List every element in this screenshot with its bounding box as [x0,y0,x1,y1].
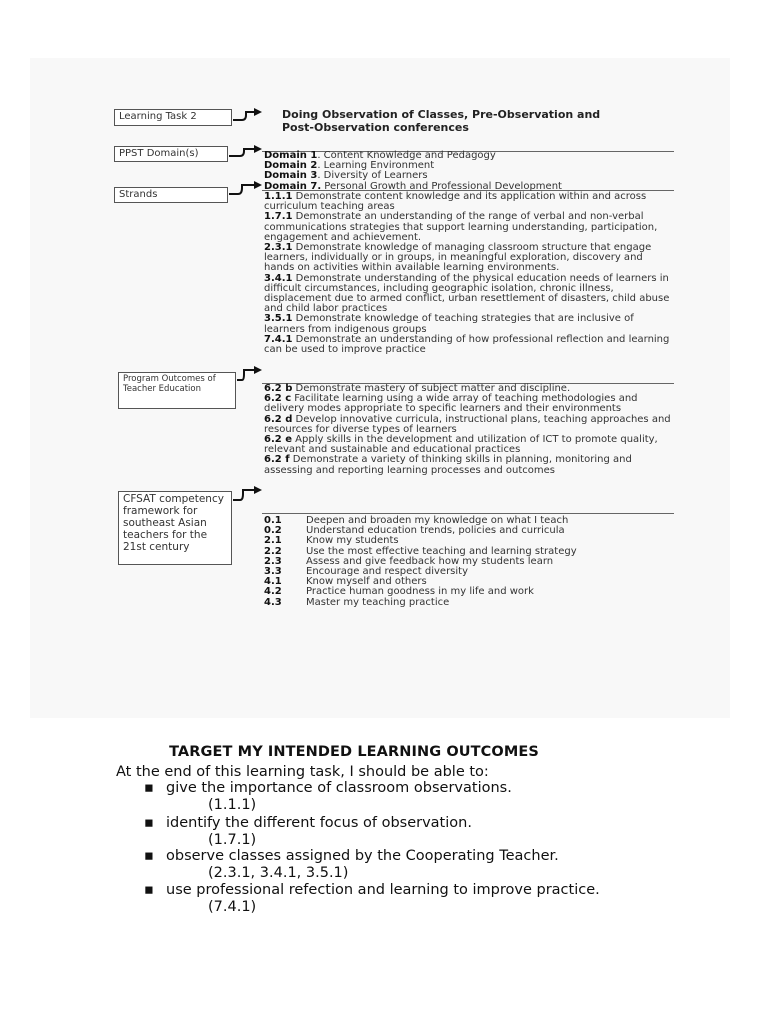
program-outcome-item: 6.2 c Facilitate learning using a wide array of teaching methodologies and delivery modes appropriate to specific learners and their environments [264,393,638,415]
ppst-domain-box [114,146,228,162]
cfsat-item: 4.3 Master my teaching practice [264,596,450,608]
strand-item: 1.1.1 Demonstrate content knowledge and its application within and across curriculum teaching areas [264,191,647,213]
outcome-item: ▪ give the importance of classroom observations. [144,780,512,796]
learning-task-box [114,109,232,126]
program-outcome-item: 6.2 b Demonstrate mastery of subject matter and discipline. [264,383,571,394]
program-outcome-item: 6.2 f Demonstrate a variety of thinking skills in planning, monitoring and assessing and reporting learning processes and outcomes [264,454,632,476]
arrow-icon [228,180,264,200]
outcome-item: ▪ identify the different focus of observation. [144,815,472,831]
program-outcome-item: 6.2 d Develop innovative curricula, instructional plans, teaching approaches and resources for diverse types of learners [264,413,671,435]
outcomes-intro: At the end of this learning task, I should be able to: [116,764,489,780]
strand-list [264,192,676,355]
outcome-item: ▪ observe classes assigned by the Cooperating Teacher. [144,848,559,864]
cfsat-item: 2.1 Know my students [264,535,399,547]
cfsat-item: 4.2 Practice human goodness in my life and work [264,586,534,598]
strands-box [114,187,228,203]
outcome-item: ▪ use professional refection and learning to improve practice. [144,882,600,898]
domain-item: Domain 7. Personal Growth and Professional Development [264,180,562,192]
cfsat-label: CFSAT competency framework for southeast Asian teachers for the 21st century [123,493,224,553]
arrow-icon [232,108,264,128]
strand-item: 1.7.1 Demonstrate an understanding of the range of verbal and non-verbal communications strategies that support learning understanding, participation, engagement and achievement. [264,211,658,243]
outcome-code: (1.1.1) [208,797,257,813]
strand-item: 2.3.1 Demonstrate knowledge of managing classroom structure that engage learners, individually or in groups, in meaningful exploration, discovery and hands on activities within available learning environments. [264,242,652,274]
strand-item: 7.4.1 Demonstrate an understanding of how professional reflection and learning can be used to improve practice [264,333,670,356]
program-outcome-list [264,384,676,476]
cfsat-item: 0.2 Understand education trends, policies and curricula [264,525,565,537]
divider [262,513,674,514]
arrow-icon [236,364,264,386]
cfsat-item: 0.1 Deepen and broaden my knowledge on what I teach [264,515,569,526]
cfsat-item: 2.3 Assess and give feedback how my students learn [264,555,554,567]
figure-title: Doing Observation of Classes, Pre-Observation and Post-Observation conferences [282,108,601,134]
bullet-icon: ▪ [144,815,154,831]
strand-item: 3.4.1 Demonstrate understanding of the physical education needs of learners in difficult circumstances, including geographic isolation, chronic illness, displacement due to armed conflict, urban resettlement of disasters, child abuse and child labor practices [264,272,670,315]
domain-item: Domain 3. Diversity of Learners [264,170,428,182]
ppst-domain-label: PPST Domain(s) [119,148,199,159]
outcome-code: (7.4.1) [208,899,257,915]
program-outcome-item: 6.2 e Apply skills in the development and utilization of ICT to promote quality, relevant and sustainable and educational practices [264,434,658,456]
bullet-icon: ▪ [144,780,154,796]
bullet-icon: ▪ [144,882,154,898]
outcomes-heading: TARGET MY INTENDED LEARNING OUTCOMES [169,744,539,760]
cfsat-box [118,491,232,565]
strand-item: 3.5.1 Demonstrate knowledge of teaching strategies that are inclusive of learners from indigenous groups [264,313,634,335]
domain-list [264,151,676,192]
domain-item: Domain 2. Learning Environment [264,160,435,172]
program-outcomes-label: Program Outcomes of Teacher Education [123,374,216,394]
outcome-code: (2.3.1, 3.4.1, 3.5.1) [208,865,349,881]
strands-label: Strands [119,189,158,200]
cfsat-item: 4.1 Know myself and others [264,576,427,588]
arrow-icon [232,484,264,506]
arrow-icon [228,145,264,163]
outcome-code: (1.7.1) [208,832,257,848]
program-outcomes-box [118,372,236,409]
cfsat-item: 3.3 Encourage and respect diversity [264,566,469,578]
learning-task-label: Learning Task 2 [119,111,197,122]
cfsat-item: 2.2 Use the most effective teaching and learning strategy [264,545,577,557]
bullet-icon: ▪ [144,848,154,864]
domain-item: Domain 1. Content Knowledge and Pedagogy [264,150,496,161]
cfsat-list [264,516,577,608]
